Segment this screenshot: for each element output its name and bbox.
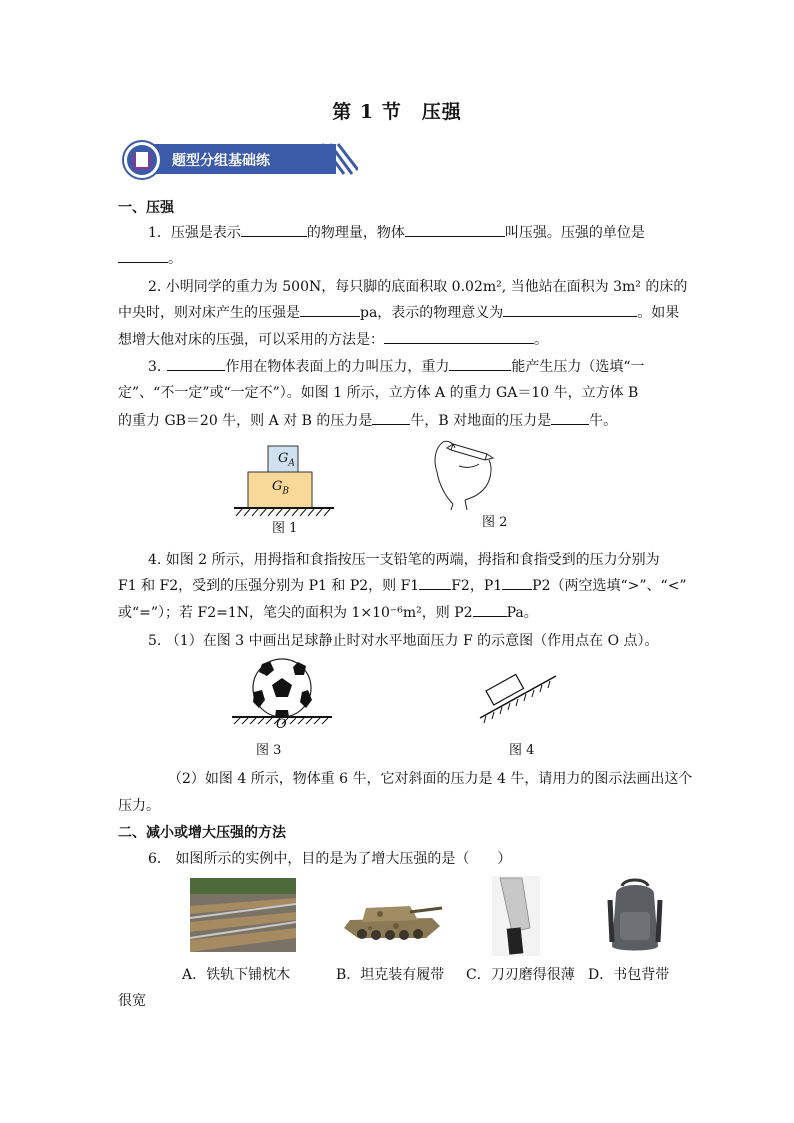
question-5-line-2: （2）如图 4 所示，物体重 6 牛，它对斜面的压力是 4 牛，请用力的图示法画出这个 [168, 771, 693, 787]
point-o-label: O [276, 717, 287, 732]
figure-2-hand-pencil [425, 438, 507, 510]
banner-label: 题型分组基础练 [172, 153, 270, 169]
label-gb: $G_B$ [272, 479, 290, 497]
page-title: 第 1 节 压强 [332, 101, 462, 123]
answer-blank[interactable] [241, 222, 307, 237]
question-2-line-2: 中央时，则对床产生的压强是 pa，表示的物理意义为 。如果 [118, 302, 679, 324]
question-3-line-1: 3. 作用在物体表面上的力叫压力，重力 能产生压力（选填“一 [148, 356, 645, 378]
answer-blank[interactable] [167, 356, 225, 371]
answer-blank[interactable] [449, 356, 511, 371]
label-ga: $G_A$ [278, 451, 295, 469]
question-4-line-3: 或“=”）；若 F2=1N，笔尖的面积为 1×10⁻⁶m²，则 P2 Pa。 [118, 602, 538, 624]
answer-blank[interactable] [419, 575, 451, 590]
question-6-stem: 6． 如图所示的实例中，目的是为了增大压强的是（ ） [148, 851, 512, 867]
question-4-line-1: 4. 如图 2 所示，用拇指和食指按压一支铅笔的两端，拇指和食指受到的压力分别为 [148, 552, 660, 568]
answer-blank[interactable] [473, 602, 507, 617]
knife-image [492, 876, 540, 956]
option-d[interactable]: D．书包背带 [588, 967, 670, 983]
question-5-line-3: 压力。 [118, 798, 160, 814]
section-heading-1: 一、压强 [118, 200, 174, 216]
section-heading-2: 二、减小或增大压强的方法 [118, 825, 286, 841]
figure-4-incline-block [474, 656, 558, 726]
option-b[interactable]: B．坦克装有履带 [336, 967, 445, 983]
option-a[interactable]: A．铁轨下铺枕木 [182, 967, 291, 983]
answer-blank[interactable] [384, 329, 534, 344]
figure-1-caption: 图 1 [272, 521, 298, 536]
answer-blank[interactable] [118, 248, 168, 263]
answer-blank[interactable] [300, 302, 360, 317]
figure-4-caption: 图 4 [509, 743, 535, 758]
question-2-line-1: 2. 小明同学的重力为 500N，每只脚的底面积取 0.02m², 当他站在面积为 3m² 的床的 [148, 279, 688, 295]
question-3-line-3: 的重力 GB＝20 牛，则 A 对 B 的压力是 牛，B 对地面的压力是 牛。 [118, 410, 617, 432]
question-1: 1．压强是表示 的物理量，物体 叫压强。压强的单位是 [148, 222, 645, 244]
answer-blank[interactable] [372, 410, 410, 425]
question-5-line-1: 5. （1）在图 3 中画出足球静止时对水平地面压力 F 的示意图（作用点在 O 点）。 [148, 633, 659, 649]
question-1-cont: 。 [118, 248, 182, 270]
option-c[interactable]: C．刀刃磨得很薄 [466, 967, 575, 983]
figure-3-caption: 图 3 [256, 743, 282, 758]
answer-blank[interactable] [502, 575, 532, 590]
section-banner [122, 140, 358, 180]
question-2-line-3: 想增大他对床的压强，可以采用的方法是： 。 [118, 329, 548, 351]
figure-2-caption: 图 2 [482, 515, 508, 530]
question-3-line-2: 定”、“不一定”或“一定不”）。如图 1 所示，立方体 A 的重力 GA＝10 牛，立方体 B [118, 385, 639, 401]
railway-sleepers-image [190, 878, 296, 952]
answer-blank[interactable] [551, 410, 589, 425]
option-d-wrap: 很宽 [118, 993, 146, 1009]
book-icon [131, 149, 153, 171]
question-4-line-2: F1 和 F2，受到的压强分别为 P1 和 P2，则 F1 F2，P1 P2（两空选填“>”、“<” [118, 575, 687, 597]
tank-image [340, 892, 444, 944]
answer-blank[interactable] [405, 222, 505, 237]
backpack-image [606, 876, 664, 956]
answer-blank[interactable] [503, 302, 637, 317]
